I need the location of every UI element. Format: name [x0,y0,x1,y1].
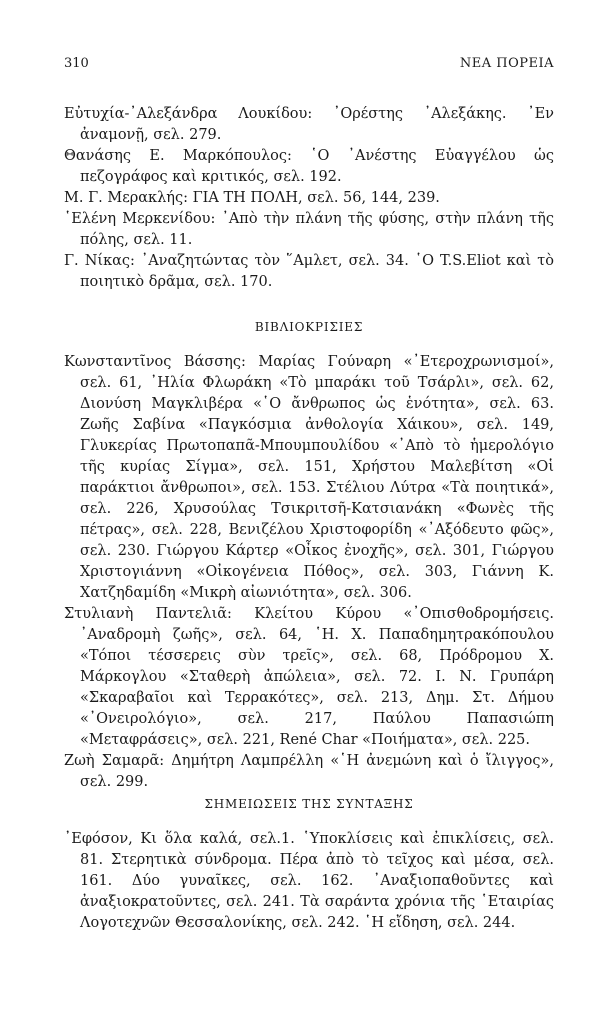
running-title: ΝΕΑ ΠΟΡΕΙΑ [459,56,554,71]
review-entry: Στυλιανὴ Παντελιᾶ: Κλείτου Κύρου «᾿Οπισθοδρομήσεις. ᾿Αναδρομὴ ζωῆς», σελ. 64, ῾Η. Χ. Παπαδημητρακόπουλου «Τόποι τέσσερεις σὺν τρεῖς», σελ. 68, Πρόδρομου Χ. Μάρκογλου «Σταθερὴ ἀπώλεια», σελ. 72. Ι. Ν. Γρυπάρη «Σκαραβαῖοι καὶ Τερρακότες», σελ. 213, Δημ. Στ. Δήμου «᾿Ονειρολόγιο», σελ. 217, Παύλου Παπασιώπη «Μεταφράσεις», σελ. 221, René Char «Ποιήματα», σελ. 225. [64,606,554,748]
review-entry: Κωνσταντῖνος Βάσσης: Μαρίας Γούναρη «᾿Ετεροχρωνισμοί», σελ. 61, ᾿Ηλία Φλωράκη «Τὸ μπαράκι τοῦ Τσάρλι», σελ. 62, Διονύση Μαγκλιβέρα «῾Ο ἄνθρωπος ὡς ἑνότητα», σελ. 63. Ζωῆς Σαβίνα «Παγκόσμια ἀνθολογία Χάικου», σελ. 149, Γλυκερίας Πρωτοπαπᾶ-Μπουμπουλίδου «᾿Απὸ τὸ ἡμερολόγιο τῆς κυρίας Σίγμα», σελ. 151, Χρήστου Μαλεβίτση «Οἱ παράκτιοι ἄνθρωποι», σελ. 153. Στέλιου Λύτρα «Τὰ ποιητικά», σελ. 226, Χρυσούλας Τσικριτσῆ-Κατσιανάκη «Φωνὲς τῆς πέτρας», σελ. 228, Βενιζέλου Χριστοφορίδη «᾿Αξόδευτο φῶς», σελ. 230. Γιώργου Κάρτερ «Οἶκος ἐνοχῆς», σελ. 301, Γιώργου Χριστογιάννη «Οἰκογένεια Πόθος», σελ. 303, Γιάννη Κ. Χατζηδαμίδη «Μικρὴ αἰωνιότητα», σελ. 306. [64,354,554,601]
editorial-entry: ᾿Εφόσον, Κι ὅλα καλά, σελ.1. ῾Υποκλίσεις καὶ ἐπικλίσεις, σελ. 81. Στερητικὰ σύνδρομα. Πέρα ἀπὸ τὸ τεῖχος καὶ μέσα, σελ. 161. Δύο γυναῖκες, σελ. 162. ᾿Αναξιοπαθοῦντες καὶ ἀναξιοκρατοῦντες, σελ. 241. Τὰ σαράντα χρόνια τῆς ῾Εταιρίας Λογοτεχνῶν Θεσσαλονίκης, σελ. 242. ῾Η εἴδηση, σελ. 244. [64,831,554,931]
page-number: 310 [64,56,89,71]
book-reviews-entries [64,352,554,793]
index-entries-top [64,104,554,293]
index-entry: ῾Ελένη Μερκενίδου: ᾿Απὸ τὴν πλάνη τῆς φύσης, στὴν πλάνη τῆς πόλης, σελ. 11. [64,211,554,248]
review-entry: Ζωὴ Σαμαρᾶ: Δημήτρη Λαμπρέλλη «῾Η ἀνεμώνη καὶ ὁ ἴλιγγος», σελ. 299. [64,753,554,790]
index-entry: Θανάσης Ε. Μαρκόπουλος: ῾Ο ᾿Ανέστης Εὐαγγέλου ὡς πεζογράφος καὶ κριτικός, σελ. 192. [64,148,554,185]
section-heading-editorial-notes: ΣΗΜΕΙΩΣΕΙΣ ΤΗΣ ΣΥΝΤΑΞΗΣ [204,797,414,811]
index-entry: Εὐτυχία-᾿Αλεξάνδρα Λουκίδου: ᾿Ορέστης ᾿Αλεξάκης. ᾿Εν ἀναμονῇ, σελ. 279. [64,106,554,143]
index-entry: Γ. Νίκας: ᾿Αναζητώντας τὸν ῞Αμλετ, σελ. 34. ῾Ο T.S.Eliot καὶ τὸ ποιητικὸ δρᾶμα, σελ. 170. [64,253,554,290]
index-entry: Μ. Γ. Μερακλής: ΓΙΑ ΤΗ ΠΟΛΗ, σελ. 56, 144, 239. [64,190,440,206]
editorial-notes-entries [64,829,554,934]
page-header [64,56,554,76]
section-heading-book-reviews: ΒΙΒΛΙΟΚΡΙΣΙΕΣ [254,320,364,334]
